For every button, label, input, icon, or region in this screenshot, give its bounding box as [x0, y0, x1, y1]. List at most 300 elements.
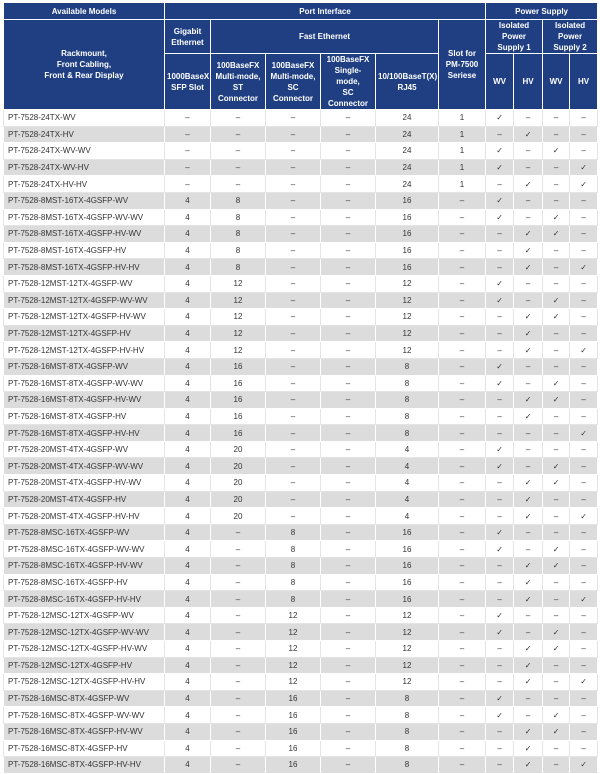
table-row — [4, 508, 598, 525]
slot-cell: – — [439, 624, 486, 641]
header-isolated-power-2: Isolated Power Supply 2 — [543, 20, 598, 54]
fx-mm-st-cell: – — [211, 674, 266, 691]
fx-sm-sc-cell: – — [321, 707, 376, 724]
table-row — [4, 192, 598, 209]
fx-mm-st-cell: 8 — [211, 209, 266, 226]
psu1-hv-cell: – — [514, 607, 543, 624]
model-name-cell: PT-7528-20MST-4TX-4GSFP-HV-HV — [4, 508, 165, 525]
psu2-hv-cell: – — [570, 143, 598, 160]
psu1-hv-cell: ✓ — [514, 740, 543, 757]
psu1-hv-cell: – — [514, 209, 543, 226]
model-name-cell: PT-7528-12MST-12TX-4GSFP-WV-WV — [4, 292, 165, 309]
fx-mm-sc-cell: – — [266, 392, 321, 409]
table-row — [4, 674, 598, 691]
fx-mm-st-cell: 8 — [211, 226, 266, 243]
table-row — [4, 275, 598, 292]
psu1-wv-cell: – — [486, 408, 514, 425]
table-row — [4, 143, 598, 160]
fx-mm-sc-cell: – — [266, 159, 321, 176]
fx-mm-sc-cell: – — [266, 309, 321, 326]
model-name-cell: PT-7528-20MST-4TX-4GSFP-WV — [4, 441, 165, 458]
slot-cell: – — [439, 392, 486, 409]
spec-table-container — [3, 2, 597, 774]
psu2-hv-cell: – — [570, 192, 598, 209]
psu1-hv-cell: – — [514, 624, 543, 641]
model-name-cell: PT-7528-12MSC-12TX-4GSFP-HV — [4, 657, 165, 674]
table-row — [4, 558, 598, 575]
psu1-wv-cell: ✓ — [486, 358, 514, 375]
table-row — [4, 375, 598, 392]
model-name-cell: PT-7528-24TX-WV-WV — [4, 143, 165, 160]
psu2-hv-cell: – — [570, 392, 598, 409]
psu1-hv-cell: – — [514, 541, 543, 558]
rj45-cell: 12 — [376, 657, 439, 674]
sfp-slot-cell: – — [165, 176, 211, 193]
sfp-slot-cell: 4 — [165, 541, 211, 558]
psu2-hv-cell: – — [570, 292, 598, 309]
rj45-cell: 24 — [376, 176, 439, 193]
psu1-wv-cell: – — [486, 491, 514, 508]
fx-sm-sc-cell: – — [321, 143, 376, 160]
psu2-wv-cell: – — [543, 192, 570, 209]
fx-mm-sc-cell: – — [266, 176, 321, 193]
psu2-wv-cell: – — [543, 574, 570, 591]
slot-cell: – — [439, 259, 486, 276]
model-name-cell: PT-7528-24TX-HV — [4, 126, 165, 143]
sfp-slot-cell: 4 — [165, 259, 211, 276]
psu1-hv-cell: – — [514, 110, 543, 127]
fx-mm-st-cell: 8 — [211, 259, 266, 276]
slot-cell: 1 — [439, 143, 486, 160]
fx-mm-sc-cell: 12 — [266, 641, 321, 658]
psu1-hv-cell: ✓ — [514, 641, 543, 658]
header-port-interface: Port Interface — [165, 3, 486, 20]
slot-cell: – — [439, 641, 486, 658]
psu1-hv-cell: – — [514, 441, 543, 458]
header-available-models: Available Models — [4, 3, 165, 20]
rj45-cell: 12 — [376, 325, 439, 342]
sfp-slot-cell: 4 — [165, 591, 211, 608]
table-row — [4, 458, 598, 475]
fx-sm-sc-cell: – — [321, 110, 376, 127]
table-row — [4, 325, 598, 342]
psu1-hv-cell: ✓ — [514, 242, 543, 259]
psu2-wv-cell: ✓ — [543, 392, 570, 409]
header-rackmount: Rackmount, Front Cabling, Front & Rear Display — [4, 20, 165, 110]
psu2-hv-cell: – — [570, 441, 598, 458]
table-row — [4, 591, 598, 608]
psu1-wv-cell: – — [486, 425, 514, 442]
fx-mm-sc-cell: – — [266, 475, 321, 492]
psu2-hv-cell: – — [570, 690, 598, 707]
header-isolated-power-1: Isolated Power Supply 1 — [486, 20, 543, 54]
fx-sm-sc-cell: – — [321, 392, 376, 409]
fx-sm-sc-cell: – — [321, 325, 376, 342]
fx-sm-sc-cell: – — [321, 591, 376, 608]
fx-mm-st-cell: – — [211, 757, 266, 774]
psu2-hv-cell: – — [570, 641, 598, 658]
psu2-hv-cell: – — [570, 275, 598, 292]
fx-mm-st-cell: – — [211, 707, 266, 724]
sfp-slot-cell: 4 — [165, 574, 211, 591]
fx-mm-st-cell: 8 — [211, 242, 266, 259]
model-name-cell: PT-7528-12MST-12TX-4GSFP-WV — [4, 275, 165, 292]
fx-mm-st-cell: – — [211, 574, 266, 591]
sfp-slot-cell: 4 — [165, 425, 211, 442]
table-row — [4, 723, 598, 740]
model-name-cell: PT-7528-16MST-8TX-4GSFP-HV — [4, 408, 165, 425]
model-name-cell: PT-7528-12MSC-12TX-4GSFP-WV — [4, 607, 165, 624]
fx-mm-sc-cell: 12 — [266, 607, 321, 624]
psu1-hv-cell: ✓ — [514, 126, 543, 143]
psu1-hv-cell: – — [514, 690, 543, 707]
psu2-hv-cell: – — [570, 309, 598, 326]
psu2-hv-cell: – — [570, 558, 598, 575]
table-row — [4, 757, 598, 774]
table-row — [4, 259, 598, 276]
model-name-cell: PT-7528-16MSC-8TX-4GSFP-HV-HV — [4, 757, 165, 774]
fx-mm-st-cell: – — [211, 541, 266, 558]
psu1-wv-cell: – — [486, 126, 514, 143]
psu2-hv-cell: ✓ — [570, 425, 598, 442]
psu2-wv-cell: – — [543, 176, 570, 193]
psu1-wv-cell: ✓ — [486, 292, 514, 309]
model-name-cell: PT-7528-8MSC-16TX-4GSFP-HV-HV — [4, 591, 165, 608]
fx-mm-st-cell: – — [211, 126, 266, 143]
table-row — [4, 292, 598, 309]
slot-cell: 1 — [439, 159, 486, 176]
fx-mm-sc-cell: 12 — [266, 624, 321, 641]
fx-mm-st-cell: – — [211, 524, 266, 541]
fx-mm-sc-cell: 16 — [266, 723, 321, 740]
psu2-wv-cell: – — [543, 110, 570, 127]
fx-sm-sc-cell: – — [321, 740, 376, 757]
psu1-hv-cell: – — [514, 159, 543, 176]
fx-mm-st-cell: – — [211, 110, 266, 127]
psu2-wv-cell: ✓ — [543, 209, 570, 226]
table-row — [4, 541, 598, 558]
psu2-hv-cell: ✓ — [570, 259, 598, 276]
psu1-wv-cell: – — [486, 259, 514, 276]
slot-cell: – — [439, 325, 486, 342]
rj45-cell: 8 — [376, 757, 439, 774]
model-name-cell: PT-7528-8MST-16TX-4GSFP-WV-WV — [4, 209, 165, 226]
model-name-cell: PT-7528-16MST-8TX-4GSFP-WV — [4, 358, 165, 375]
psu1-wv-cell: ✓ — [486, 275, 514, 292]
fx-mm-st-cell: 8 — [211, 192, 266, 209]
psu1-wv-cell: ✓ — [486, 192, 514, 209]
psu2-wv-cell: – — [543, 757, 570, 774]
psu2-wv-cell: – — [543, 508, 570, 525]
psu2-wv-cell: ✓ — [543, 475, 570, 492]
psu1-wv-cell: ✓ — [486, 707, 514, 724]
psu2-hv-cell: – — [570, 375, 598, 392]
psu2-wv-cell: ✓ — [543, 707, 570, 724]
sfp-slot-cell: 4 — [165, 491, 211, 508]
fx-mm-st-cell: – — [211, 591, 266, 608]
psu2-hv-cell: – — [570, 740, 598, 757]
fx-mm-st-cell: – — [211, 624, 266, 641]
header-fx-multimode-st: 100BaseFX Multi-mode, ST Connector — [211, 54, 266, 110]
model-name-cell: PT-7528-8MSC-16TX-4GSFP-HV — [4, 574, 165, 591]
rj45-cell: 8 — [376, 690, 439, 707]
sfp-slot-cell: 4 — [165, 275, 211, 292]
sfp-slot-cell: 4 — [165, 757, 211, 774]
psu1-hv-cell: – — [514, 275, 543, 292]
rj45-cell: 12 — [376, 641, 439, 658]
psu1-wv-cell: – — [486, 325, 514, 342]
fx-mm-sc-cell: – — [266, 342, 321, 359]
slot-cell: – — [439, 192, 486, 209]
psu2-wv-cell: – — [543, 591, 570, 608]
slot-cell: – — [439, 475, 486, 492]
table-row — [4, 740, 598, 757]
model-name-cell: PT-7528-8MST-16TX-4GSFP-HV — [4, 242, 165, 259]
fx-mm-sc-cell: – — [266, 126, 321, 143]
psu1-hv-cell: – — [514, 192, 543, 209]
rj45-cell: 12 — [376, 292, 439, 309]
psu1-hv-cell: – — [514, 425, 543, 442]
fx-sm-sc-cell: – — [321, 226, 376, 243]
rj45-cell: 8 — [376, 408, 439, 425]
psu1-wv-cell: ✓ — [486, 159, 514, 176]
psu1-hv-cell: – — [514, 143, 543, 160]
psu2-wv-cell: ✓ — [543, 558, 570, 575]
slot-cell: – — [439, 574, 486, 591]
fx-sm-sc-cell: – — [321, 624, 376, 641]
psu1-wv-cell: – — [486, 226, 514, 243]
table-row — [4, 641, 598, 658]
fx-sm-sc-cell: – — [321, 558, 376, 575]
header-rj45: 10/100BaseT(X) RJ45 — [376, 54, 439, 110]
model-name-cell: PT-7528-12MSC-12TX-4GSFP-HV-HV — [4, 674, 165, 691]
fx-mm-sc-cell: 16 — [266, 690, 321, 707]
sfp-slot-cell: 4 — [165, 325, 211, 342]
fx-sm-sc-cell: – — [321, 508, 376, 525]
psu2-hv-cell: ✓ — [570, 342, 598, 359]
table-row — [4, 491, 598, 508]
rj45-cell: 24 — [376, 110, 439, 127]
psu1-hv-cell: ✓ — [514, 475, 543, 492]
psu2-wv-cell: – — [543, 441, 570, 458]
rj45-cell: 16 — [376, 192, 439, 209]
models-spec-table — [3, 2, 598, 774]
fx-mm-sc-cell: – — [266, 425, 321, 442]
slot-cell: – — [439, 242, 486, 259]
sfp-slot-cell: 4 — [165, 624, 211, 641]
fx-mm-sc-cell: – — [266, 110, 321, 127]
psu2-hv-cell: – — [570, 624, 598, 641]
fx-mm-st-cell: – — [211, 607, 266, 624]
fx-mm-sc-cell: – — [266, 143, 321, 160]
fx-mm-st-cell: – — [211, 641, 266, 658]
model-name-cell: PT-7528-24TX-WV — [4, 110, 165, 127]
rj45-cell: 16 — [376, 226, 439, 243]
psu1-wv-cell: – — [486, 176, 514, 193]
psu1-hv-cell: ✓ — [514, 558, 543, 575]
sfp-slot-cell: 4 — [165, 674, 211, 691]
fx-mm-sc-cell: – — [266, 375, 321, 392]
psu1-wv-cell: – — [486, 591, 514, 608]
psu1-hv-cell: ✓ — [514, 325, 543, 342]
slot-cell: – — [439, 674, 486, 691]
psu2-wv-cell: – — [543, 524, 570, 541]
slot-cell: – — [439, 226, 486, 243]
fx-mm-st-cell: – — [211, 657, 266, 674]
rj45-cell: 24 — [376, 159, 439, 176]
slot-cell: – — [439, 309, 486, 326]
psu2-wv-cell: – — [543, 690, 570, 707]
slot-cell: 1 — [439, 126, 486, 143]
fx-mm-sc-cell: – — [266, 408, 321, 425]
rj45-cell: 8 — [376, 392, 439, 409]
rj45-cell: 8 — [376, 358, 439, 375]
fx-mm-st-cell: 16 — [211, 375, 266, 392]
psu2-wv-cell: ✓ — [543, 143, 570, 160]
table-row — [4, 441, 598, 458]
fx-sm-sc-cell: – — [321, 541, 376, 558]
psu1-hv-cell: ✓ — [514, 657, 543, 674]
table-row — [4, 309, 598, 326]
table-row — [4, 110, 598, 127]
table-row — [4, 607, 598, 624]
table-row — [4, 209, 598, 226]
psu2-hv-cell: ✓ — [570, 159, 598, 176]
psu1-wv-cell: ✓ — [486, 607, 514, 624]
psu2-hv-cell: ✓ — [570, 508, 598, 525]
fx-mm-st-cell: – — [211, 143, 266, 160]
model-name-cell: PT-7528-8MSC-16TX-4GSFP-WV — [4, 524, 165, 541]
sfp-slot-cell: 4 — [165, 524, 211, 541]
slot-cell: – — [439, 408, 486, 425]
rj45-cell: 16 — [376, 574, 439, 591]
slot-cell: – — [439, 441, 486, 458]
psu2-hv-cell: – — [570, 242, 598, 259]
sfp-slot-cell: 4 — [165, 723, 211, 740]
psu1-wv-cell: ✓ — [486, 143, 514, 160]
slot-cell: – — [439, 558, 486, 575]
fx-sm-sc-cell: – — [321, 358, 376, 375]
psu1-wv-cell: – — [486, 309, 514, 326]
table-row — [4, 624, 598, 641]
sfp-slot-cell: 4 — [165, 192, 211, 209]
model-name-cell: PT-7528-16MST-8TX-4GSFP-HV-WV — [4, 392, 165, 409]
table-header — [4, 3, 598, 110]
psu1-hv-cell: – — [514, 707, 543, 724]
model-name-cell: PT-7528-16MSC-8TX-4GSFP-WV-WV — [4, 707, 165, 724]
psu2-hv-cell: ✓ — [570, 674, 598, 691]
model-name-cell: PT-7528-12MST-12TX-4GSFP-HV-WV — [4, 309, 165, 326]
model-name-cell: PT-7528-16MSC-8TX-4GSFP-WV — [4, 690, 165, 707]
psu1-wv-cell: – — [486, 657, 514, 674]
rj45-cell: 16 — [376, 591, 439, 608]
header-fx-singlemode-sc: 100BaseFX Single-mode, SC Connector — [321, 54, 376, 110]
fx-mm-st-cell: 12 — [211, 342, 266, 359]
model-name-cell: PT-7528-8MST-16TX-4GSFP-HV-WV — [4, 226, 165, 243]
header-slot: Slot for PM-7500 Seriese — [439, 20, 486, 110]
psu1-hv-cell: ✓ — [514, 674, 543, 691]
psu1-hv-cell: ✓ — [514, 723, 543, 740]
table-row — [4, 707, 598, 724]
psu1-hv-cell: ✓ — [514, 591, 543, 608]
sfp-slot-cell: 4 — [165, 342, 211, 359]
rj45-cell: 12 — [376, 342, 439, 359]
fx-sm-sc-cell: – — [321, 159, 376, 176]
header-gigabit-ethernet: Gigabit Ethernet — [165, 20, 211, 54]
fx-sm-sc-cell: – — [321, 475, 376, 492]
fx-sm-sc-cell: – — [321, 491, 376, 508]
psu2-wv-cell: ✓ — [543, 541, 570, 558]
sfp-slot-cell: 4 — [165, 607, 211, 624]
sfp-slot-cell: 4 — [165, 707, 211, 724]
psu1-wv-cell: ✓ — [486, 441, 514, 458]
psu2-hv-cell: – — [570, 110, 598, 127]
fx-mm-st-cell: 20 — [211, 458, 266, 475]
fx-sm-sc-cell: – — [321, 607, 376, 624]
fx-mm-sc-cell: 8 — [266, 558, 321, 575]
fx-mm-sc-cell: – — [266, 242, 321, 259]
psu2-hv-cell: ✓ — [570, 591, 598, 608]
model-name-cell: PT-7528-8MSC-16TX-4GSFP-WV-WV — [4, 541, 165, 558]
table-row — [4, 657, 598, 674]
model-name-cell: PT-7528-16MST-8TX-4GSFP-HV-HV — [4, 425, 165, 442]
rj45-cell: 8 — [376, 425, 439, 442]
model-name-cell: PT-7528-24TX-WV-HV — [4, 159, 165, 176]
psu1-wv-cell: ✓ — [486, 375, 514, 392]
fx-sm-sc-cell: – — [321, 275, 376, 292]
fx-sm-sc-cell: – — [321, 657, 376, 674]
model-name-cell: PT-7528-16MSC-8TX-4GSFP-HV-WV — [4, 723, 165, 740]
fx-sm-sc-cell: – — [321, 458, 376, 475]
psu2-wv-cell: ✓ — [543, 292, 570, 309]
psu2-hv-cell: – — [570, 475, 598, 492]
fx-mm-sc-cell: – — [266, 358, 321, 375]
fx-mm-sc-cell: – — [266, 441, 321, 458]
fx-mm-st-cell: 16 — [211, 358, 266, 375]
sfp-slot-cell: – — [165, 159, 211, 176]
fx-mm-st-cell: – — [211, 690, 266, 707]
model-name-cell: PT-7528-12MST-12TX-4GSFP-HV — [4, 325, 165, 342]
slot-cell: – — [439, 707, 486, 724]
fx-mm-st-cell: 20 — [211, 491, 266, 508]
fx-mm-sc-cell: – — [266, 508, 321, 525]
psu1-wv-cell: ✓ — [486, 541, 514, 558]
rj45-cell: 8 — [376, 707, 439, 724]
slot-cell: – — [439, 209, 486, 226]
psu1-wv-cell: ✓ — [486, 458, 514, 475]
model-name-cell: PT-7528-8MST-16TX-4GSFP-WV — [4, 192, 165, 209]
fx-mm-st-cell: 20 — [211, 508, 266, 525]
fx-sm-sc-cell: – — [321, 757, 376, 774]
psu1-wv-cell: – — [486, 740, 514, 757]
rj45-cell: 4 — [376, 458, 439, 475]
rj45-cell: 12 — [376, 624, 439, 641]
model-name-cell: PT-7528-16MST-8TX-4GSFP-WV-WV — [4, 375, 165, 392]
psu2-hv-cell: – — [570, 226, 598, 243]
slot-cell: – — [439, 607, 486, 624]
fx-sm-sc-cell: – — [321, 641, 376, 658]
psu1-hv-cell: ✓ — [514, 392, 543, 409]
rj45-cell: 16 — [376, 541, 439, 558]
fx-mm-sc-cell: – — [266, 325, 321, 342]
model-name-cell: PT-7528-16MSC-8TX-4GSFP-HV — [4, 740, 165, 757]
slot-cell: – — [439, 425, 486, 442]
fx-mm-sc-cell: 12 — [266, 657, 321, 674]
fx-mm-st-cell: 12 — [211, 309, 266, 326]
table-row — [4, 242, 598, 259]
model-name-cell: PT-7528-20MST-4TX-4GSFP-WV-WV — [4, 458, 165, 475]
sfp-slot-cell: 4 — [165, 242, 211, 259]
